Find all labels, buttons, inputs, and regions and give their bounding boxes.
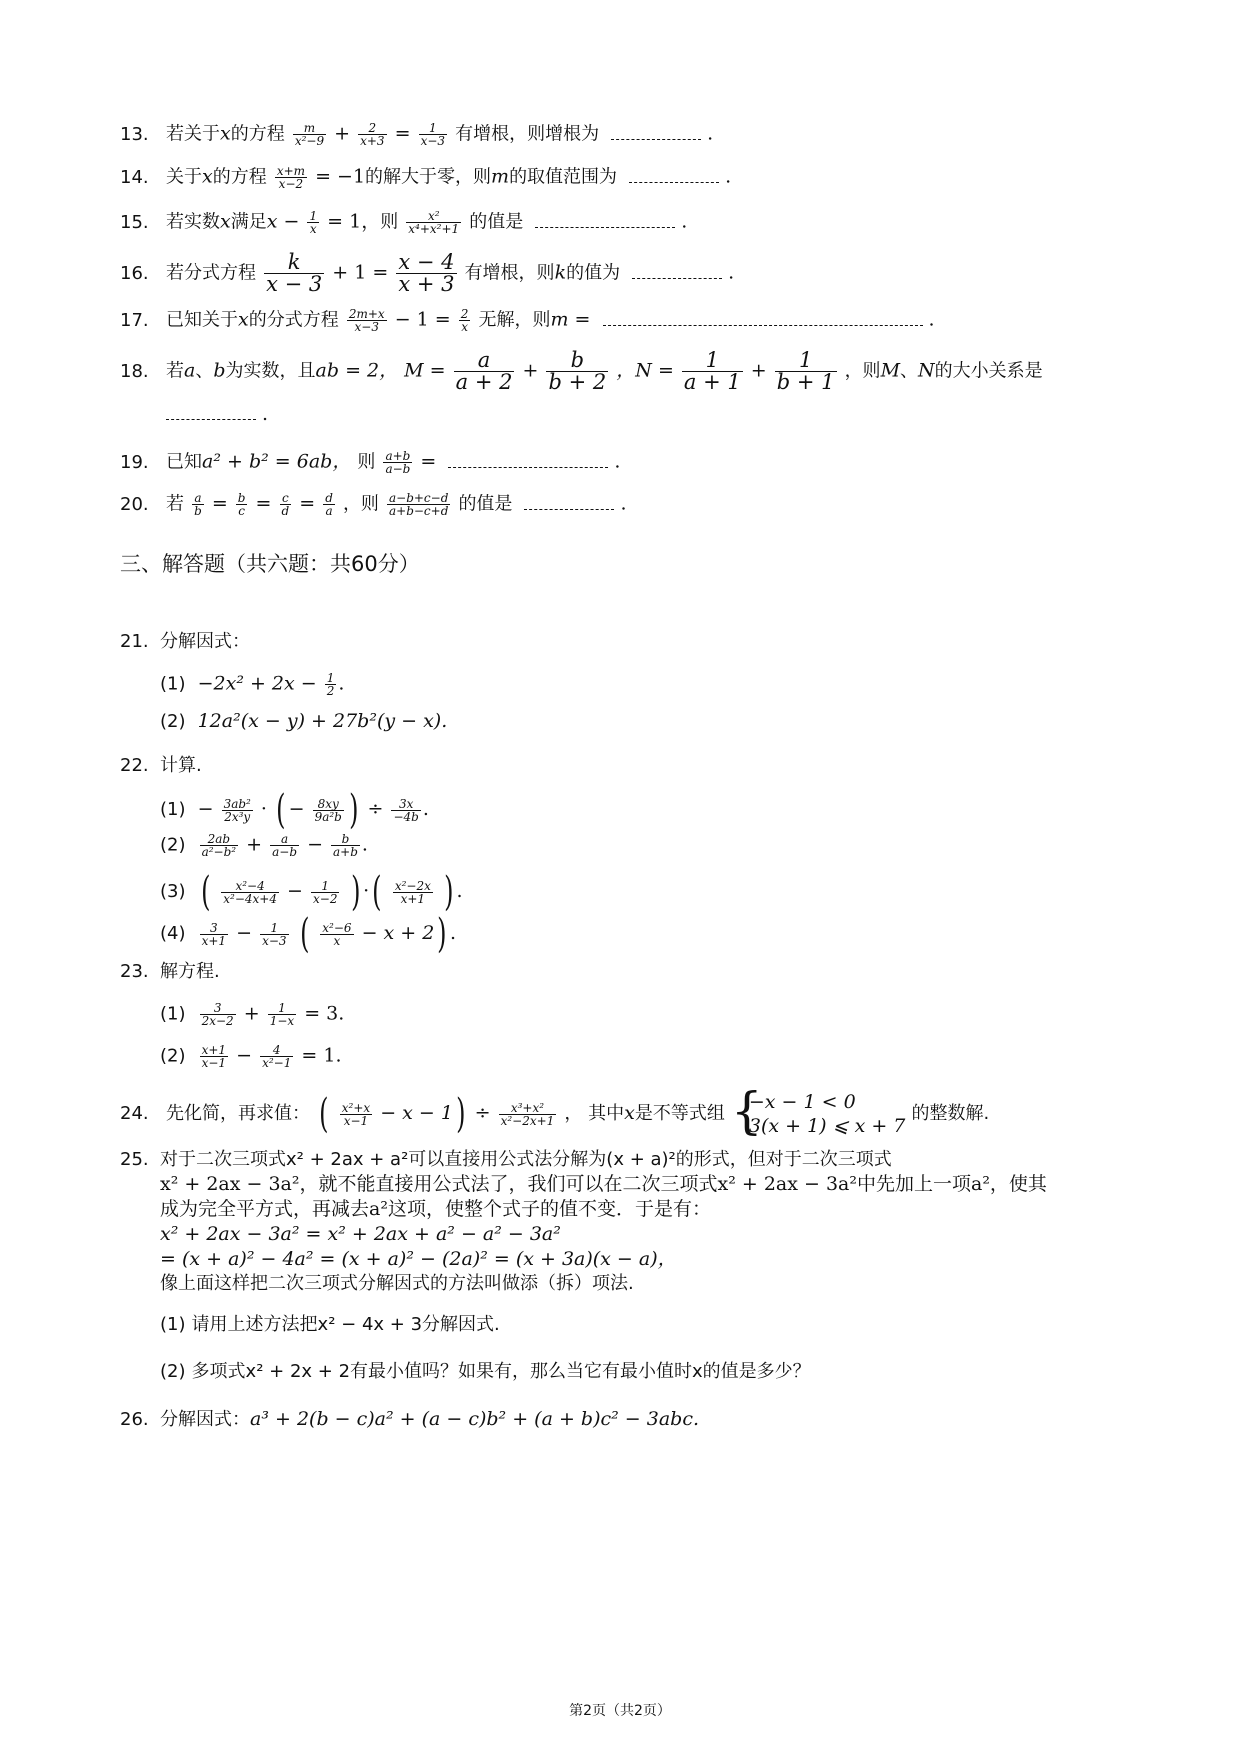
fraction: $\frac{k}{x - 3}$ bbox=[266, 250, 323, 296]
fraction: $\frac{2}{x}$ bbox=[460, 307, 469, 334]
question-22-part-1: (1) − $\frac{\text{3ab²}}{\text{2x³y}}$ · ( − $\frac{8xy}{\text{9a²b}}$ ) ÷ $\frac{3x}{-4b}$ . bbox=[160, 787, 429, 833]
answer-blank[interactable] bbox=[611, 125, 701, 140]
question-18: 18. 若a、b为实数，且ab = 2， M = $\frac{a}{a + 2}$ + $\frac{b}{b + 2}$ ，N = $\frac{1}{a + 1}$ + $\frac{1}{b + 1}$ ，则M、N的大小关系是 bbox=[120, 348, 1043, 394]
fraction: $\frac{m}{\text{x²−9}}$ bbox=[294, 121, 325, 148]
question-21-part-1: (1) −2x² + 2x − $\frac{1}{2}$ . bbox=[160, 671, 345, 698]
question-24: 24. 先化简，再求值： ( $\frac{\text{x²+x}}{x-1}$ − x − 1) ÷ $\frac{\text{x³+x²}}{\text{x²−2x+1}}$ ， 其中x是不等式组 { −x − 1 < 0 3(x + 1) ⩽ x + 7 的整数解. bbox=[120, 1082, 990, 1140]
q25-derivation-2: = (x + a)² − 4a² = (x + a)² − (2a)² = (x + 3a)(x − a)， bbox=[160, 1248, 677, 1270]
question-26: 26. 分解因式：a³ + 2(b − c)a² + (a − c)b² + (a + b)c² − 3abc. bbox=[120, 1408, 700, 1430]
answer-blank[interactable] bbox=[524, 495, 614, 510]
question-22-part-4: (4) $\frac{3}{x+1}$ − $\frac{1}{x-3}$ ( $\frac{\text{x²−6}}{x}$ − x + 2) . bbox=[160, 911, 456, 957]
question-20: 20. 若 $\frac{a}{b}$ = $\frac{b}{c}$ = $\frac{c}{d}$ = $\frac{d}{a}$ ，则 $\frac{a-b+c-d}{a+b-c+d}$ 的值是 . bbox=[120, 491, 627, 518]
fraction: $\frac{x+m}{x-2}$ bbox=[276, 164, 306, 191]
page-footer: 第2页（共2页） bbox=[569, 1703, 671, 1719]
question-19: 19. 已知a² + b² = 6ab， 则 $\frac{a+b}{a-b}$ = . bbox=[120, 449, 621, 476]
inequality-system: { −x − 1 < 0 3(x + 1) ⩽ x + 7 bbox=[730, 1082, 906, 1140]
question-25-part-1: (1) 请用上述方法把x² − 4x + 3分解因式. bbox=[160, 1314, 500, 1335]
question-18-blank: . bbox=[160, 405, 268, 424]
fraction: $\frac{1}{x}$ bbox=[309, 209, 318, 236]
section-title: 三、解答题（共六题：共60分） bbox=[120, 552, 420, 576]
answer-blank[interactable] bbox=[535, 213, 675, 228]
fraction: $\frac{x - 4}{x + 3}$ bbox=[398, 250, 455, 296]
answer-blank[interactable] bbox=[632, 264, 722, 279]
answer-blank[interactable] bbox=[166, 405, 256, 420]
q25-derivation-1: x² + 2ax − 3a² = x² + 2ax + a² − a² − 3a² bbox=[160, 1223, 561, 1245]
fraction: $\frac{a}{a + 2}$ bbox=[455, 348, 513, 394]
question-21: 21. 分解因式： bbox=[120, 631, 250, 652]
fraction: $\frac{\text{x²}}{\text{x⁴+x²+1}}$ bbox=[408, 209, 460, 236]
answer-blank[interactable] bbox=[629, 168, 719, 183]
question-25-part-2: (2) 多项式x² + 2x + 2有最小值吗？如果有，那么当它有最小值时x的值是多少？ bbox=[160, 1361, 811, 1382]
question-21-part-2: (2) 12a²(x − y) + 27b²(y − x). bbox=[160, 710, 448, 732]
answer-blank[interactable] bbox=[603, 311, 923, 326]
answer-blank[interactable] bbox=[448, 453, 608, 468]
fraction: $\frac{1}{x-3}$ bbox=[420, 121, 446, 148]
question-16: 16. 若分式方程 $\frac{k}{x - 3}$ + 1 = $\frac{x - 4}{x + 3}$ 有增根，则k的值为 . bbox=[120, 250, 735, 296]
question-22-part-3: (3) ( $\frac{\text{x²−4}}{\text{x²−4x+4}}$ − $\frac{1}{x-2}$ ) ·( $\frac{\text{x²−2x}}{x+1}$ ) . bbox=[160, 869, 463, 915]
fraction: $\frac{2}{x+3}$ bbox=[360, 121, 385, 148]
fraction: $\frac{2m+x}{x-3}$ bbox=[348, 307, 385, 334]
question-23-part-1: (1) $\frac{3}{2x-2}$ + $\frac{1}{1-x}$ = 3. bbox=[160, 1001, 345, 1028]
question-22: 22. 计算. bbox=[120, 755, 202, 776]
question-23: 23. 解方程. bbox=[120, 961, 220, 982]
fraction: $\frac{1}{b + 1}$ bbox=[776, 348, 835, 394]
fraction: $\frac{a+b}{a-b}$ bbox=[385, 449, 411, 476]
fraction: $\frac{1}{a + 1}$ bbox=[683, 348, 741, 394]
question-15: 15. 若实数x满足x − $\frac{1}{x}$ = 1，则 $\frac{\text{x²}}{\text{x⁴+x²+1}}$ 的值是 . bbox=[120, 209, 688, 236]
fraction: $\frac{a-b+c-d}{a+b-c+d}$ bbox=[388, 491, 449, 518]
fraction: $\frac{b}{b + 2}$ bbox=[548, 348, 607, 394]
q25-text-line: 像上面这样把二次三项式分解因式的方法叫做添（拆）项法. bbox=[160, 1273, 634, 1294]
question-13: 13. 若关于x的方程 $\frac{m}{\text{x²−9}}$ + $\frac{2}{x+3}$ = $\frac{1}{x-3}$ 有增根，则增根为 . bbox=[120, 121, 714, 148]
question-14: 14. 关于x的方程 $\frac{x+m}{x-2}$ = −1的解大于零，则m的取值范围为 . bbox=[120, 164, 732, 191]
question-23-part-2: (2) $\frac{x+1}{x-1}$ − $\frac{4}{\text{x²−1}}$ = 1. bbox=[160, 1043, 342, 1070]
question-number: 13. bbox=[120, 123, 149, 145]
q25-text-line: 成为完全平方式，再减去a²这项，使整个式子的值不变．于是有： bbox=[160, 1198, 711, 1220]
question-22-part-2: (2) $\frac{2ab}{\text{a²−b²}}$ + $\frac{a}{a-b}$ − $\frac{b}{a+b}$ . bbox=[160, 832, 368, 859]
question-25: 25. 对于二次三项式x² + 2ax + a²可以直接用公式法分解为(x + a)²的形式，但对于二次三项式 bbox=[120, 1149, 892, 1170]
question-17: 17. 已知关于x的分式方程 $\frac{2m+x}{x-3}$ − 1 = $\frac{2}{x}$ 无解，则m = . bbox=[120, 307, 935, 334]
q25-text-line: x² + 2ax − 3a²，就不能直接用公式法了，我们可以在二次三项式x² + 2ax − 3a²中先加上一项a²，使其 bbox=[160, 1173, 1047, 1195]
